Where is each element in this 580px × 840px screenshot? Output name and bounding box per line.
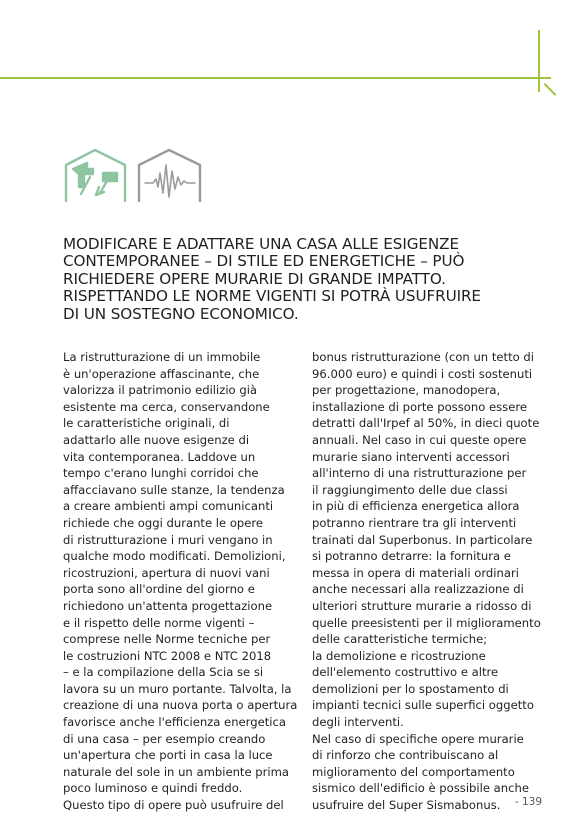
body-line: bonus ristrutturazione (con un tetto di: [312, 350, 534, 364]
body-line: richiedono un'attenta progettazione: [63, 598, 273, 613]
body-line: tempo c'erano lunghi corridoi che: [63, 466, 259, 481]
body-line: ulteriori strutture murarie a ridosso di: [312, 598, 532, 613]
body-line: lavora su un muro portante. Talvolta, la: [63, 681, 292, 696]
header-rule-diagonal: [544, 83, 556, 95]
body-line: – e la compilazione della Scia se si: [63, 665, 264, 680]
body-line: favorisce anche l'efficienza energetica: [63, 715, 286, 730]
body-line: impianti tecnici sulle superfici oggetto: [312, 698, 534, 713]
body-line: quelle preesistenti per il miglioramento: [312, 615, 541, 630]
body-line: le caratteristiche originali, di: [63, 416, 230, 431]
body-line: anche necessari alla realizzazione di: [312, 582, 524, 597]
body-line: delle caratteristiche termiche;: [312, 632, 488, 647]
body-line: di ristrutturazione i muri vengano in: [63, 532, 273, 547]
body-line: Nel caso di specifiche opere murarie: [312, 731, 524, 746]
body-line: degli interventi.: [312, 715, 404, 730]
body-line: messa in opera di materiali ordinari: [312, 565, 519, 580]
headline-line: DI UN SOSTEGNO ECONOMICO.: [63, 304, 299, 323]
body-line: affacciavano sulle stanze, la tendenza: [63, 482, 285, 497]
body-line: Questo tipo di opere può usufruire del: [63, 798, 284, 813]
body-line: esistente ma cerca, conservandone: [63, 399, 270, 414]
body-line: la demolizione e ricostruzione: [312, 648, 486, 663]
body-line: dell'elemento costruttivo e altre: [312, 665, 499, 680]
body-line: e il rispetto delle norme vigenti –: [63, 615, 255, 630]
headline: [63, 236, 533, 323]
headline-line: MODIFICARE E ADATTARE UNA CASA ALLE ESIGENZE: [63, 235, 459, 253]
body-line: annuali. Nel caso in cui queste opere: [312, 432, 527, 447]
body-line: murarie siano interventi accessori: [312, 449, 510, 464]
body-line: miglioramento del comportamento: [312, 764, 515, 779]
body-line: detratti dall'Irpef al 50%, in dieci quote: [312, 416, 540, 431]
body-line: porta sono all'ordine del giorno e: [63, 582, 255, 597]
body-line: in più di efficienza energetica allora: [312, 499, 520, 514]
body-line: è un'operazione affascinante, che: [63, 366, 260, 381]
body-line: di una casa – per esempio creando: [63, 731, 266, 746]
headline-line: RISPETTANDO LE NORME VIGENTI SI POTRÀ USUFRUIRE: [63, 287, 481, 306]
body-line: 96.000 euro) e quindi i costi sostenuti: [312, 366, 533, 381]
headline-line: RICHIEDERE OPERE MURARIE DI GRANDE IMPATTO.: [63, 269, 446, 288]
body-line: le costruzioni NTC 2008 e NTC 2018: [63, 648, 272, 663]
body-line: il raggiungimento delle due classi: [312, 482, 508, 497]
body-line: vita contemporanea. Laddove un: [63, 449, 256, 464]
section-icons: [63, 147, 203, 203]
body-line: richiede che oggi durante le opere: [63, 515, 264, 530]
body-line: installazione di porte possono essere: [312, 399, 527, 414]
body-line: naturale del sole in un ambiente prima: [63, 764, 290, 779]
body-line: creazione di una nuova porta o apertura: [63, 698, 298, 713]
header-rule-vertical: [538, 30, 540, 92]
body-line: per progettazione, manodopera,: [312, 383, 501, 398]
body-line: di rinforzo che contribuiscano al: [312, 748, 499, 763]
body-line: sismico dell'edificio è possibile anche: [312, 781, 529, 796]
body-line: demolizioni per lo spostamento di: [312, 681, 509, 696]
body-line: un'apertura che porti in casa la luce: [63, 748, 273, 763]
body-line: adattarlo alle nuove esigenze di: [63, 432, 250, 447]
headline-line: CONTEMPORANEE – DI STILE ED ENERGETICHE – PUÒ: [63, 252, 465, 271]
body-line: potranno rientrare tra gli interventi: [312, 515, 517, 530]
house-with-hammer-trowel-icon: [63, 147, 203, 203]
house-with-seismic-wave-icon: [139, 150, 200, 201]
body-line: trainati dal Superbonus. In particolare: [312, 532, 533, 547]
body-column-left: [63, 349, 299, 814]
body-line: poco luminoso e quindi freddo.: [63, 781, 243, 796]
body-line: all'interno di una ristrutturazione per: [312, 466, 527, 481]
body-line: si potranno detrarre: la fornitura e: [312, 549, 511, 564]
body-line: ricostruzioni, apertura di nuovi vani: [63, 565, 270, 580]
body-line: La ristrutturazione di un immobile: [63, 350, 261, 364]
header-rule-horizontal: [0, 77, 551, 79]
body-line: comprese nelle Norme tecniche per: [63, 632, 271, 647]
body-line: usufruire del Super Sismabonus.: [312, 798, 501, 813]
body-line: qualche modo modificati. Demolizioni,: [63, 549, 286, 564]
body-line: a creare ambienti ampi comunicanti: [63, 499, 274, 514]
page-number: - 139: [514, 796, 542, 808]
body-column-right: [312, 349, 548, 814]
body-line: valorizza il patrimonio edilizio già: [63, 383, 258, 398]
